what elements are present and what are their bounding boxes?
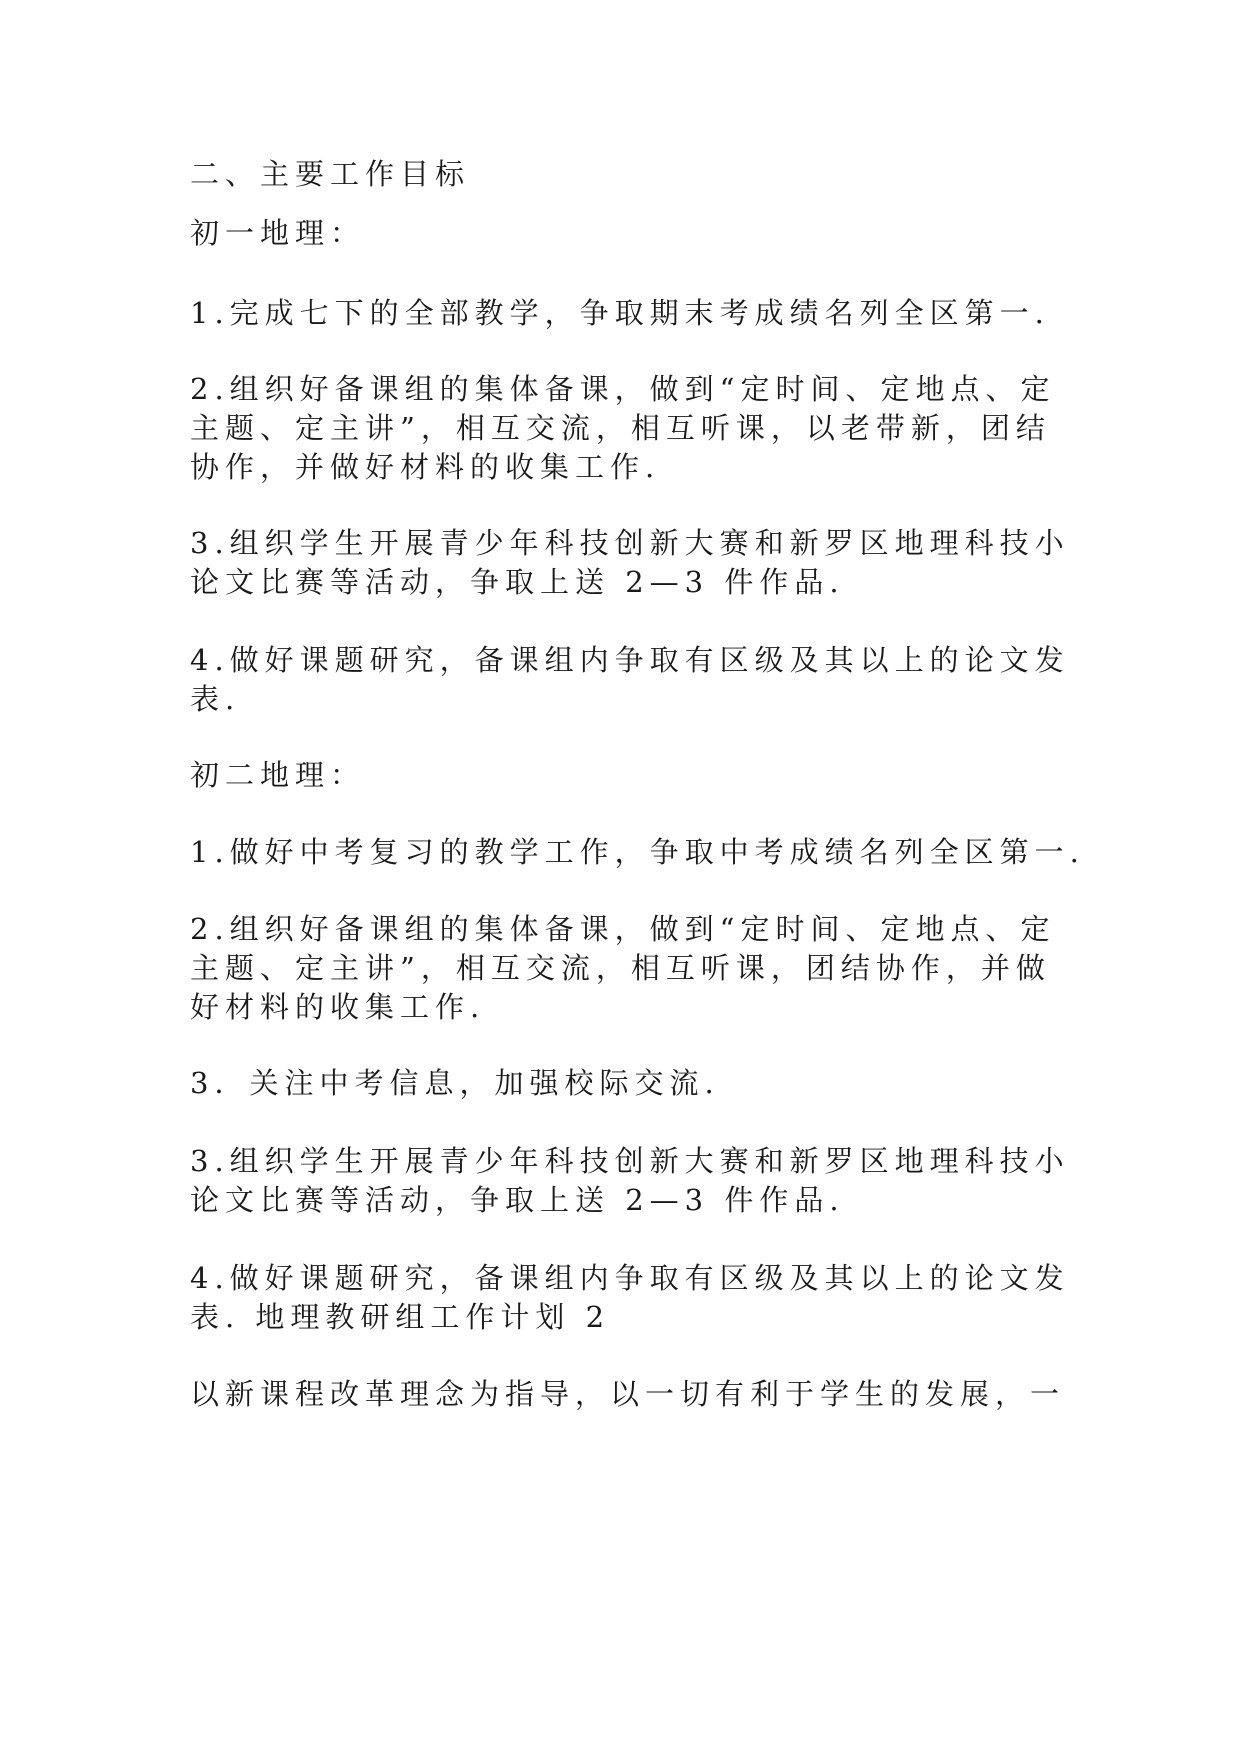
grade2-item3b-line1: 3.组织学生开展青少年科技创新大赛和新罗区地理科技小 xyxy=(190,1144,1070,1178)
grade2-item4-line1: 4.做好课题研究，备课组内争取有区级及其以上的论文发 xyxy=(190,1261,1070,1295)
grade2-item3a: 3．关注中考信息，加强校际交流. xyxy=(190,1066,720,1100)
grade2-item4-line2: 表. 地理教研组工作计划 2 xyxy=(190,1300,611,1334)
grade1-item4-line2: 表. xyxy=(190,682,241,716)
grade2-item1: 1.做好中考复习的教学工作，争取中考成绩名列全区第一. xyxy=(190,835,1085,869)
grade1-item3-line1: 3.组织学生开展青少年科技创新大赛和新罗区地理科技小 xyxy=(190,526,1070,560)
grade2-item3b-line2: 论文比赛等活动，争取上送 2—3 件作品. xyxy=(190,1183,845,1217)
grade1-item2-line3: 协作，并做好材料的收集工作. xyxy=(190,450,661,484)
grade2-item2-line1: 2.组织好备课组的集体备课，做到“定时间、定地点、定 xyxy=(190,912,1056,946)
grade1-item3-line2: 论文比赛等活动，争取上送 2—3 件作品. xyxy=(190,565,845,599)
grade1-item4-line1: 4.做好课题研究，备课组内争取有区级及其以上的论文发 xyxy=(190,643,1070,677)
grade2-item2-line2: 主题、定主讲”，相互交流，相互听课，团结协作，并做 xyxy=(190,951,1051,985)
section-heading: 二、主要工作目标 xyxy=(190,157,471,191)
grade1-item2-line1: 2.组织好备课组的集体备课，做到“定时间、定地点、定 xyxy=(190,372,1056,406)
grade2-title: 初二地理： xyxy=(190,758,366,792)
closing-paragraph: 以新课程改革理念为指导，以一切有利于学生的发展，一 xyxy=(190,1377,1066,1411)
grade1-item2-line2: 主题、定主讲”，相互交流，相互听课，以老带新，团结 xyxy=(190,411,1051,445)
grade2-item2-line3: 好材料的收集工作. xyxy=(190,990,486,1024)
grade1-title: 初一地理： xyxy=(190,216,366,250)
grade1-item1: 1.完成七下的全部教学，争取期末考成绩名列全区第一. xyxy=(190,296,1050,330)
